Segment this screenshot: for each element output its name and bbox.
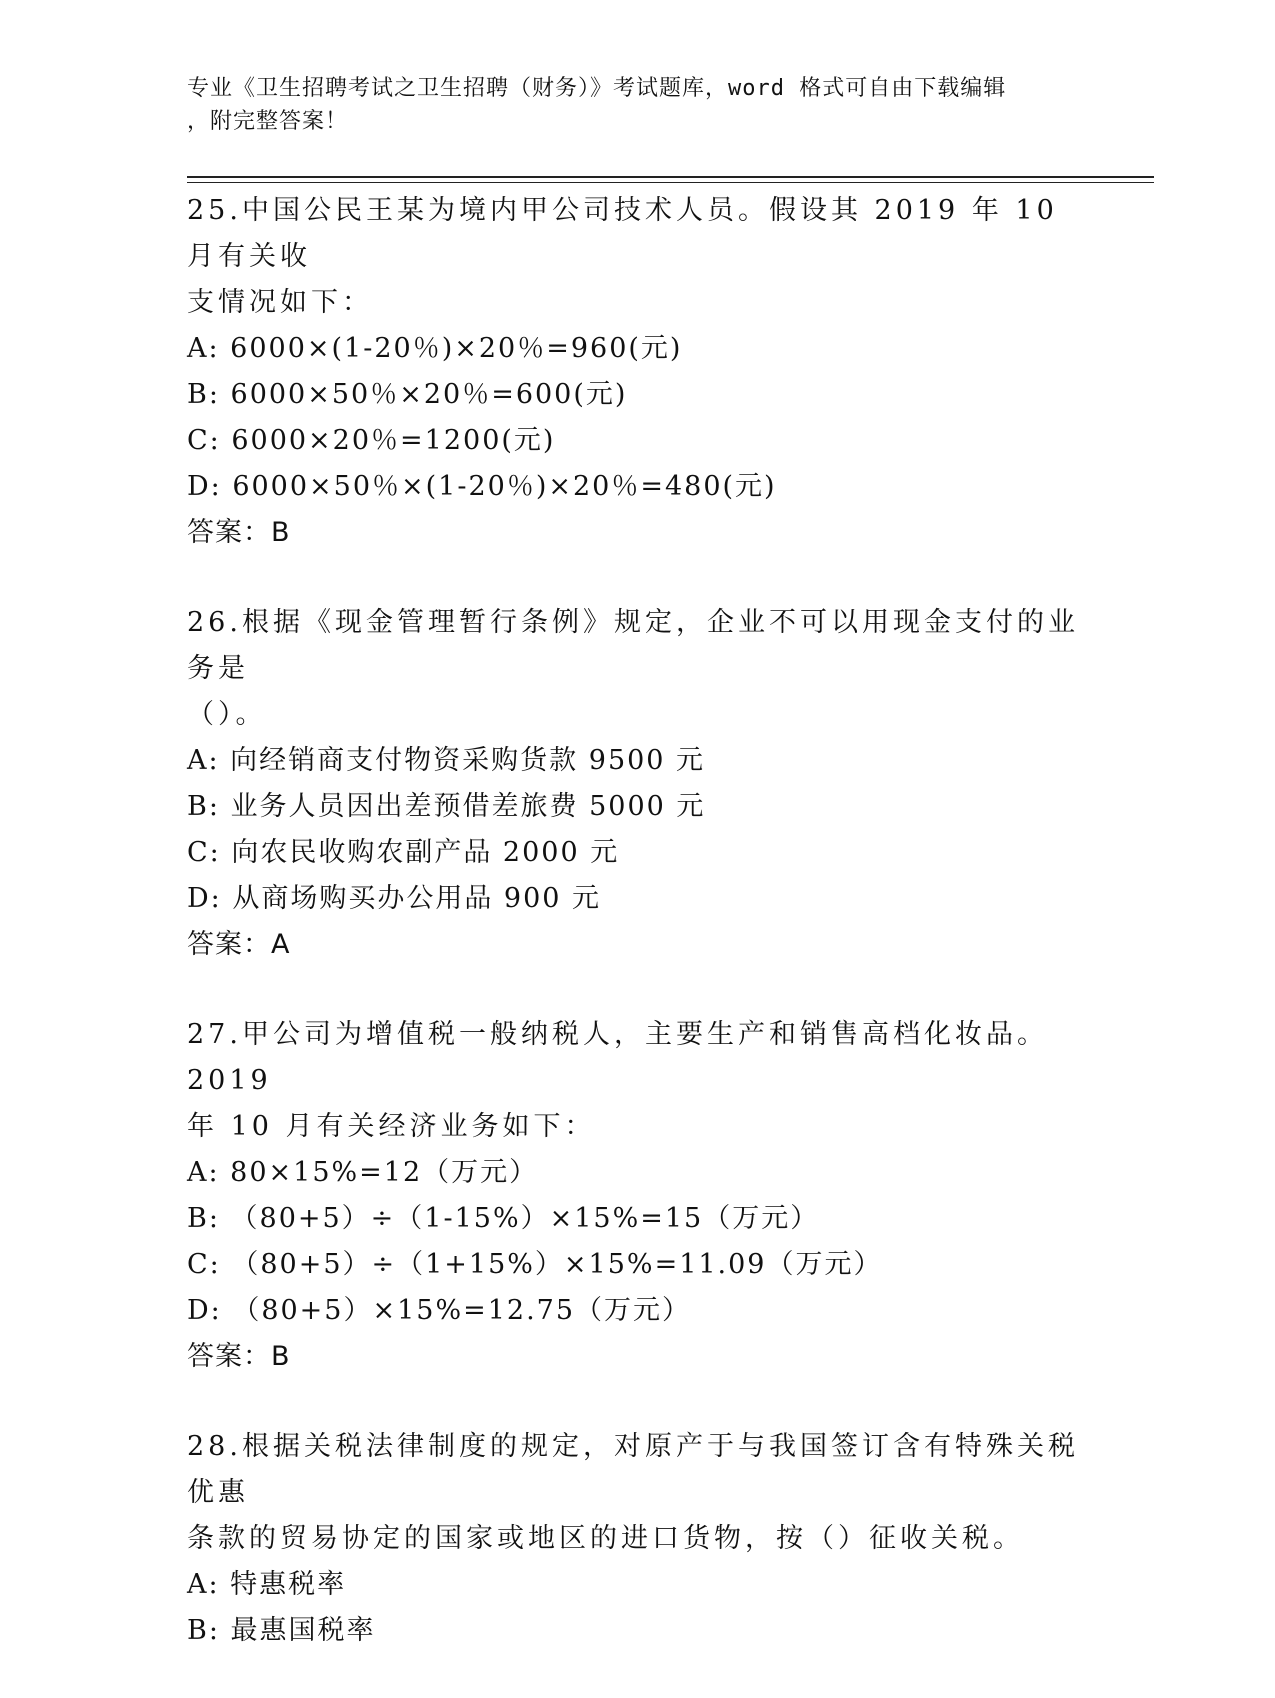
answer-line: 答案：B <box>187 1341 291 1372</box>
question-stem-line-2: 支情况如下： <box>187 287 373 318</box>
question-stem-line-1: 26.根据《现金管理暂行条例》规定，企业不可以用现金支付的业务是 <box>187 607 1079 684</box>
question-28 <box>187 1424 1087 1654</box>
question-stem <box>187 600 1087 738</box>
header-line-1: 专业《卫生招聘考试之卫生招聘（财务）》考试题库，word 格式可自由下载编辑 <box>187 76 1007 101</box>
option-b: B: 最惠国税率 <box>187 1615 376 1646</box>
answer-line: 答案：A <box>187 929 291 960</box>
question-27 <box>187 1012 1087 1380</box>
option-b: B: 6000×50％×20％=600(元) <box>187 379 628 410</box>
header-line-2: ，附完整答案！ <box>187 109 349 134</box>
header-divider-thick <box>187 176 1154 178</box>
question-stem-line-2: 年 10 月有关经济业务如下： <box>187 1111 596 1142</box>
question-stem-line-1: 25.中国公民王某为境内甲公司技术人员。假设其 2019 年 10 月有关收 <box>187 195 1058 272</box>
question-stem-line-2: （）。 <box>187 699 267 730</box>
option-a: A: 向经销商支付物资采购货款 9500 元 <box>187 745 706 776</box>
option-a: A: 80×15%=12（万元） <box>187 1157 539 1188</box>
answer-line: 答案：B <box>187 517 291 548</box>
option-b: B: （80+5）÷（1-15%）×15%=15（万元） <box>187 1203 820 1234</box>
option-d: D: （80+5）×15%=12.75（万元） <box>187 1295 692 1326</box>
option-c: C: 6000×20％=1200(元) <box>187 425 556 456</box>
option-a: A: 特惠税率 <box>187 1569 347 1600</box>
question-26 <box>187 600 1087 968</box>
question-stem <box>187 1424 1087 1562</box>
option-d: D: 从商场购买办公用品 900 元 <box>187 883 602 914</box>
question-25 <box>187 188 1087 556</box>
document-header <box>187 72 1067 138</box>
question-stem-line-1: 28.根据关税法律制度的规定，对原产于与我国签订含有特殊关税优惠 <box>187 1431 1079 1508</box>
option-d: D: 6000×50％×(1-20％)×20％=480(元) <box>187 471 777 502</box>
question-stem-line-2: 条款的贸易协定的国家或地区的进口货物，按（）征收关税。 <box>187 1523 1024 1554</box>
option-b: B: 业务人员因出差预借差旅费 5000 元 <box>187 791 706 822</box>
question-stem <box>187 1012 1087 1150</box>
question-list <box>187 188 1087 1698</box>
option-a: A: 6000×(1-20％)×20％=960(元) <box>187 333 683 364</box>
option-c: C: 向农民收购农副产品 2000 元 <box>187 837 620 868</box>
option-c: C: （80+5）÷（1+15%）×15%=11.09（万元） <box>187 1249 883 1280</box>
header-divider-thin <box>187 182 1154 183</box>
question-stem <box>187 188 1087 326</box>
question-stem-line-1: 27.甲公司为增值税一般纳税人，主要生产和销售高档化妆品。2019 <box>187 1019 1048 1096</box>
